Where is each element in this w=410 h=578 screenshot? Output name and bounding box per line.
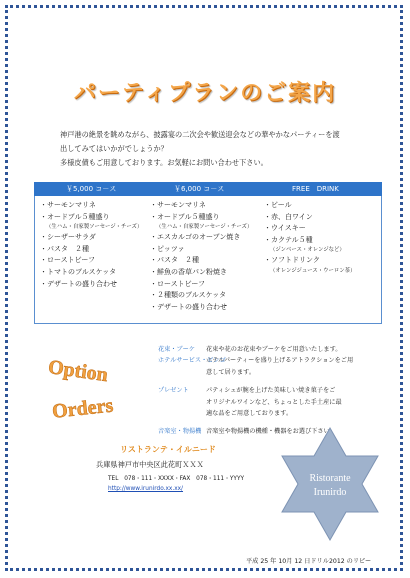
list-item: ・２種類のブルスケッタ [150, 291, 227, 300]
list-item: ・ピッツァ [150, 244, 185, 253]
star-label-line2: Irunirdo [313, 487, 347, 498]
list-item: ・ウイスキー [264, 224, 306, 233]
option-item-present [158, 385, 398, 419]
list-item: ・パスタ ２種 [40, 244, 89, 253]
list-item: ・ローストビーフ [40, 256, 96, 265]
list-item: ・デザートの盛り合わせ [40, 279, 117, 288]
footer-text: 平成 25 年 10月 12 日ドリル2012 のリピー [246, 558, 372, 565]
list-item-note: （生ハム・自家製ソーセージ・チーズ） [156, 224, 253, 231]
restaurant-name: リストランテ・イルニード [120, 445, 216, 454]
intro-text [60, 128, 380, 170]
list-item: ・トマトのブルスケッタ [40, 267, 117, 276]
menu-header-bar [34, 182, 382, 196]
option-text: パティシェが腕を上げた美味しい焼き菓子をご [206, 387, 336, 395]
list-item: ・パスタ ２種 [150, 256, 199, 265]
option-label: 花束・ブーケ [158, 346, 195, 353]
option-item-service [158, 355, 398, 378]
option-text: 音楽室や物揚機の機種・機器をお選び下さい。 [206, 428, 336, 436]
intro-line: 神戸港の絶景を眺めながら、披露宴の二次会や歓送迎会などの華やかなパーティーを渡 [60, 130, 340, 139]
list-item: ・エスカルゴのオーブン焼き [150, 233, 241, 242]
option-item-flowers [158, 344, 398, 355]
header-course-6000: ￥6,000 コ－ス [174, 185, 225, 193]
intro-line: 出してみてはいかがでしょうか？ [60, 144, 168, 153]
list-item-note: （生ハム・自家製ソーセージ・チーズ） [46, 224, 143, 231]
option-text: ホテルパーティーを盛り上げるアトラクションをご用 [206, 357, 354, 365]
option-text: 花束や花のお花束やブーケをご用意いたします。 [206, 346, 342, 353]
option-text: 意して居ります。 [206, 368, 256, 376]
list-item: ・デザートの盛り合わせ [150, 302, 227, 311]
course-6000-list [150, 200, 252, 313]
option-text: 適な品をご用意しております。 [206, 410, 293, 418]
list-item-note: （ジンベース・オレンジなど） [270, 247, 345, 254]
list-item-note: （オレンジジュース・ウーロン茶） [270, 267, 356, 274]
list-item: ・赤、白ワイン [264, 212, 313, 221]
list-item: ・シーザーサラダ [40, 233, 96, 242]
orders-word: Orders [51, 394, 115, 423]
option-label: ホテルサービス・ビンゴ [158, 357, 226, 365]
option-orders-wordart [44, 352, 144, 432]
header-course-5000: ￥5,000 コ－ス [66, 185, 117, 193]
option-text: オリジナルワインなど、ちょっとした手土産に最 [206, 398, 342, 406]
option-label: 音楽室・物揚機 [158, 428, 202, 436]
list-item: ・オードブル５種盛り [150, 212, 220, 221]
list-item: ・鮮魚の香草パン粉焼き [150, 267, 227, 276]
option-label: プレゼント [158, 387, 189, 395]
list-item: ・カクテル５種 [264, 235, 313, 244]
list-item: ・サーモンマリネ [150, 201, 206, 209]
list-item: ・オードブル５種盛り [40, 212, 110, 221]
list-item: ・サーモンマリネ [40, 201, 96, 209]
star-label-line1: Ristorante [309, 473, 351, 484]
restaurant-url-link[interactable]: http://www.irunirdo.xx.xx/ [108, 486, 184, 492]
free-drink-list [264, 200, 355, 276]
page-title: パーティプランのご案内 [73, 81, 337, 106]
header-free-drink: FREE DRINK [292, 185, 339, 193]
option-word: Option [46, 356, 110, 387]
list-item: ・ビール [264, 201, 292, 209]
star-shape [282, 428, 378, 540]
intro-line: 多様皮債もご用意しております。お気軽にお問い合わせ下さい。 [60, 158, 268, 167]
list-item: ・ソフトドリンク [264, 256, 320, 265]
course-5000-list [40, 200, 142, 290]
list-item: ・ローストビーフ [150, 279, 206, 288]
restaurant-address: 兵庫県神戸市中央区此花町ＸＸＸ [96, 460, 204, 469]
restaurant-contact: TEL 078・111・XXXX・FAX 078・111・YYYY [108, 476, 245, 482]
star-badge [270, 424, 390, 544]
